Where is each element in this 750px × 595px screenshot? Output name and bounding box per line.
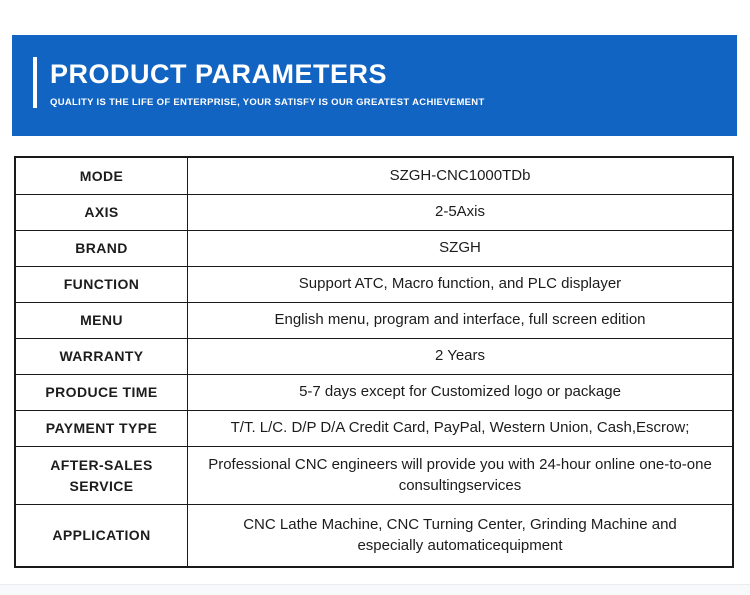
banner-subtitle: QUALITY IS THE LIFE OF ENTERPRISE, YOUR SATISFY IS OUR GREATEST ACHIEVEMENT xyxy=(50,97,485,108)
param-label: MENU xyxy=(16,303,188,338)
table-row-payment-type xyxy=(16,410,732,446)
table-row-warranty xyxy=(16,338,732,374)
param-value xyxy=(188,447,732,504)
param-value-text: Professional CNC engineers will provide you with 24-hour online one-to-one consultingservices xyxy=(208,456,712,494)
table-row-application xyxy=(16,504,732,566)
accent-bar xyxy=(33,57,37,108)
param-label: APPLICATION xyxy=(16,505,188,566)
param-label: AFTER-SALES SERVICE xyxy=(16,447,188,504)
param-value: SZGH-CNC1000TDb xyxy=(389,166,531,184)
param-label: MODE xyxy=(16,158,188,194)
parameters-table xyxy=(14,156,734,568)
param-label: FUNCTION xyxy=(16,267,188,302)
param-value: 2 Years xyxy=(434,347,486,365)
param-value: 2-5Axis xyxy=(434,203,486,221)
param-label: AXIS xyxy=(16,195,188,230)
table-row-function xyxy=(16,266,732,302)
table-row-produce-time xyxy=(16,374,732,410)
param-value: English menu, program and interface, full screen edition xyxy=(274,311,646,329)
param-label: WARRANTY xyxy=(16,339,188,374)
param-label: PRODUCE TIME xyxy=(16,375,188,410)
table-row-axis xyxy=(16,194,732,230)
param-value-text: CNC Lathe Machine, CNC Turning Center, Grinding Machine and especially automaticequipment xyxy=(243,516,677,554)
param-label: PAYMENT TYPE xyxy=(16,411,188,446)
table-row-mode xyxy=(16,158,732,194)
param-value xyxy=(188,505,732,566)
banner-title: PRODUCT PARAMETERS xyxy=(50,59,388,89)
param-value: T/T. L/C. D/P D/A Credit Card, PayPal, Western Union, Cash,Escrow; xyxy=(230,419,690,437)
param-value: 5-7 days except for Customized logo or package xyxy=(299,383,621,401)
table-row-brand xyxy=(16,230,732,266)
bottom-strip xyxy=(0,584,750,595)
table-row-after-sales-service xyxy=(16,446,732,504)
param-label: BRAND xyxy=(16,231,188,266)
param-value: SZGH xyxy=(439,239,481,257)
product-parameters-banner xyxy=(12,35,737,136)
param-value: Support ATC, Macro function, and PLC displayer xyxy=(298,275,622,293)
table-row-menu xyxy=(16,302,732,338)
